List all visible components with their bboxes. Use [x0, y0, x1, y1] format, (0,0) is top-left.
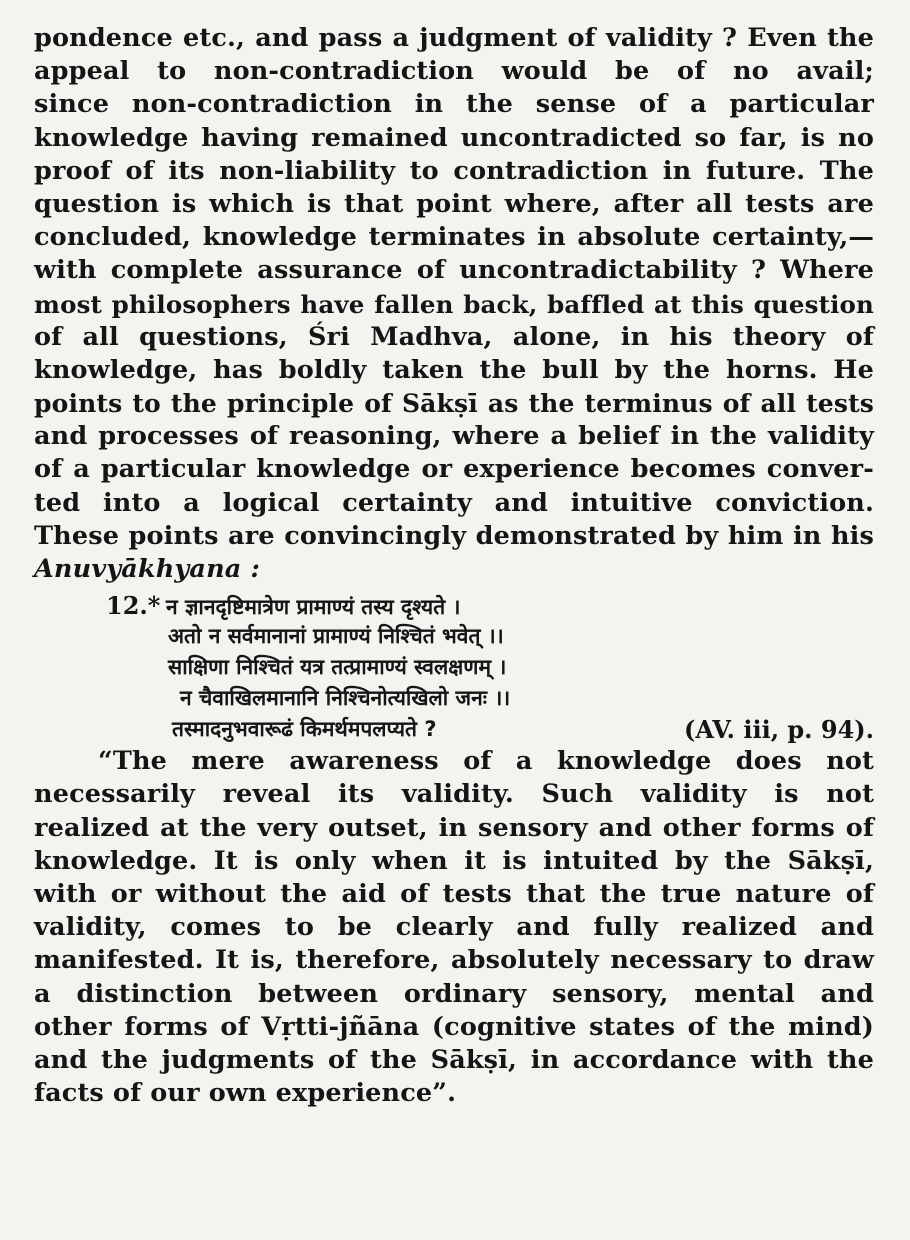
text-line: question is which is that point where, after all tests are	[34, 188, 874, 219]
verse-line: न चैवाखिलमानानि निश्चिनोत्यखिलो जनः ।।	[180, 686, 511, 711]
text-line: proof of its non-liability to contradiction in future. The	[34, 155, 874, 186]
text-line: ted into a logical certainty and intuitive conviction.	[34, 487, 874, 518]
text-line: knowledge. It is only when it is intuited by the Sākṣī,	[34, 845, 874, 876]
text-line: since non-contradiction in the sense of a particular	[34, 89, 874, 120]
text-line: and the judgments of the Sākṣī, in accordance with the	[34, 1044, 874, 1075]
text-line: appeal to non-contradiction would be of no avail;	[34, 56, 874, 87]
text-line: “The mere awareness of a knowledge does not	[98, 746, 874, 777]
text-line: facts of our own experience”.	[34, 1078, 457, 1109]
text-line: of all questions, Śri Madhva, alone, in his theory of	[34, 321, 874, 352]
verse-text: न ज्ञानदृष्टिमात्रेण प्रामाण्यं तस्य दृश्यते ।	[166, 595, 461, 620]
text-line: concluded, knowledge terminates in absolute certainty,—	[34, 222, 874, 253]
text-line: realized at the very outset, in sensory and other forms of	[34, 812, 874, 843]
text-line: necessarily reveal its validity. Such validity is not	[34, 779, 874, 810]
text-line: points to the principle of Sākṣī as the terminus of all tests	[34, 389, 874, 419]
text-line: most philosophers have fallen back, baffled at this question	[34, 289, 874, 319]
verse-line	[34, 590, 874, 621]
verse-line	[34, 714, 874, 745]
sanskrit-verse-block	[34, 590, 874, 745]
text-line: and processes of reasoning, where a belief in the validity	[34, 421, 874, 452]
text-line: knowledge having remained uncontradicted so far, is no	[34, 122, 874, 153]
text-line: These points are convincingly demonstrated by him in his	[34, 520, 874, 551]
text-line: manifested. It is, therefore, absolutely necessary to draw	[34, 945, 874, 976]
text-line: knowledge, has boldly taken the bull by the horns. He	[34, 354, 874, 385]
verse-line: साक्षिणा निश्चितं यत्र तत्प्रामाण्यं स्वलक्षणम् ।	[168, 655, 507, 680]
verse-line: अतो न सर्वमानानां प्रामाण्यं निश्चितं भवेत् ।।	[168, 624, 504, 649]
text-line: with or without the aid of tests that the true nature of	[34, 878, 874, 909]
verse-number: 12.*	[106, 591, 161, 621]
translation-paragraph	[34, 745, 874, 1110]
paragraph-continued	[34, 22, 874, 586]
book-page	[34, 22, 874, 1110]
text-line: a distinction between ordinary sensory, mental and	[34, 978, 874, 1009]
text-line: validity, comes to be clearly and fully realized and	[34, 912, 874, 943]
text-line: pondence etc., and pass a judgment of validity ? Even the	[34, 23, 874, 53]
verse-text: तस्मादनुभवारूढं किमर्थमपलप्यते ?	[172, 717, 437, 742]
citation: (AV. iii, p. 94).	[683, 715, 874, 745]
text-line: with complete assurance of uncontradictability ? Where	[34, 255, 874, 286]
work-title: Anuvyākhyana :	[34, 554, 261, 584]
text-line: other forms of Vṛtti-jñāna (cognitive states of the mind)	[34, 1011, 874, 1042]
text-line: of a particular knowledge or experience becomes conver-	[34, 454, 874, 485]
